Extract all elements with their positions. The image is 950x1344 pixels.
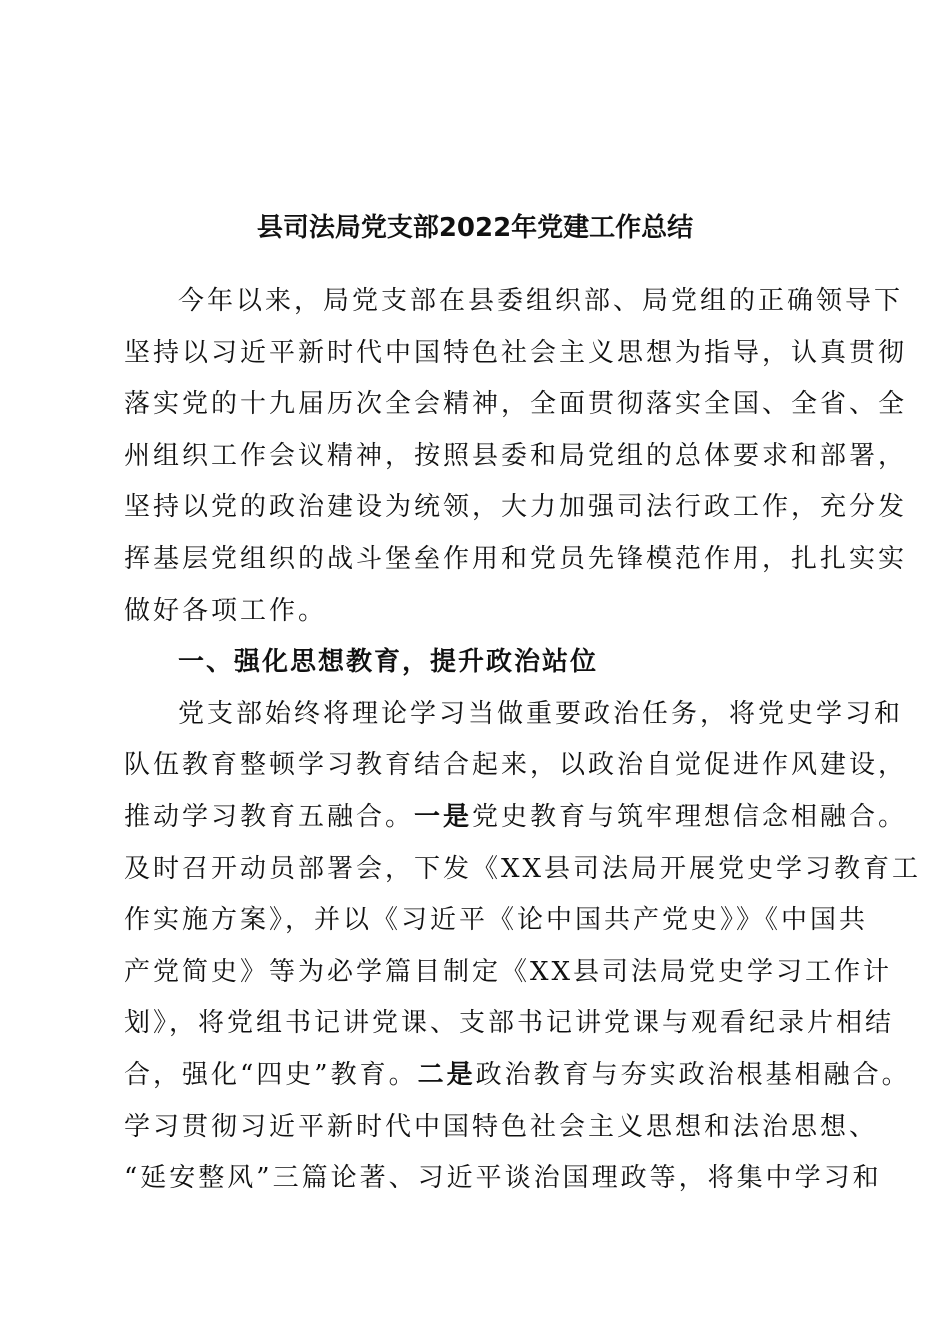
paragraph-line: 做好各项工作。 (124, 595, 328, 626)
section-heading: 一、强化思想教育，提升政治站位 (178, 647, 599, 678)
text-run: 党史教育与筑牢理想信念相融合。 (472, 801, 908, 832)
paragraph-line: 坚持以习近平新时代中国特色社会主义思想为指导，认真贯彻 (124, 337, 908, 368)
paragraph-line: 落实党的十九届历次全会精神，全面贯彻落实全国、全省、全 (124, 389, 908, 420)
paragraph-line: “延安整风”三篇论著、习近平谈治国理政等，将集中学习和 (124, 1163, 882, 1194)
paragraph-line: 学习贯彻习近平新时代中国特色社会主义思想和法治思想、 (124, 1111, 879, 1142)
paragraph-line: 及时召开动员部署会，下发《XX县司法局开展党史学习教育工 (124, 853, 922, 884)
paragraph-line: 作实施方案》，并以《习近平《论中国共产党史》》《中国共 (124, 905, 869, 936)
paragraph-line: 挥基层党组织的战斗堡垒作用和党员先锋模范作用，扎扎实实 (124, 543, 908, 574)
paragraph-line: 坚持以党的政治建设为统领，大力加强司法行政工作，充分发 (124, 492, 908, 523)
paragraph-line: 队伍教育整顿学习教育结合起来，以政治自觉促进作风建设， (124, 750, 908, 781)
bold-marker: 二是 (417, 1059, 476, 1090)
text-run: 推动学习教育五融合。 (124, 801, 415, 832)
document-title: 县司法局党支部2022年党建工作总结 (256, 213, 694, 243)
document-body (124, 276, 922, 1205)
paragraph-line: 今年以来，局党支部在县委组织部、局党组的正确领导下 (178, 286, 904, 316)
paragraph-line: 划》，将党组书记讲党课、支部书记讲党课与观看纪录片相结 (124, 1008, 895, 1039)
text-run: 合，强化“四史”教育。 (124, 1059, 418, 1090)
paragraph-line: 产党简史》等为必学篇目制定《XX县司法局党史学习工作计 (124, 956, 893, 987)
paragraph-line (124, 792, 908, 844)
text-run: 政治教育与夯实政治根基相融合。 (475, 1059, 911, 1090)
paragraph-line: 党支部始终将理论学习当做重要政治任务，将党史学习和 (178, 698, 904, 729)
paragraph-line: 州组织工作会议精神，按照县委和局党组的总体要求和部署， (124, 440, 908, 471)
paragraph-line (124, 1050, 911, 1102)
bold-marker: 一是 (414, 801, 473, 832)
